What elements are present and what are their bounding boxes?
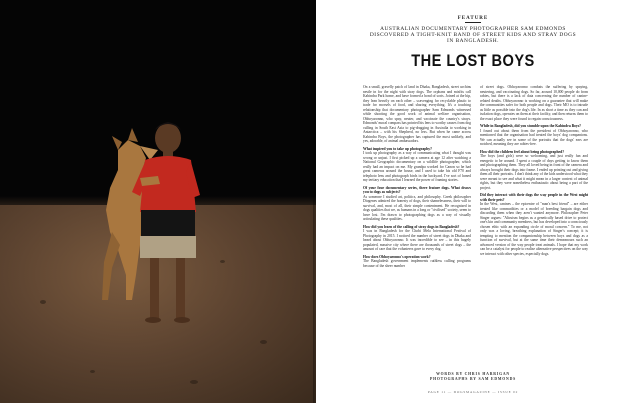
interview-question: Did they interact with their dogs the way people in the West might with their pets? bbox=[480, 193, 588, 202]
photos-credit: PHOTOGRAPHS BY SAM EDMONDS bbox=[429, 377, 517, 381]
article-body bbox=[363, 85, 588, 345]
interview-question: How did the children feel about being photographed? bbox=[480, 149, 565, 154]
article-paragraph: As someone I studied art, politics, and philosophy. Greek philosopher Diogenes admired the honesty of dogs, their shamelessness, their will to survival, and, most of all, their simple contentment. He recognised in dogs qualities that we, as humans in a long or "civilised" society, seem to have lost. I'm drawn to photographing dogs as a way of visually articulating these qualities. bbox=[363, 194, 471, 221]
words-credit: WORDS BY CHRIS HARRIGAN bbox=[436, 372, 510, 376]
article-page bbox=[316, 0, 630, 403]
article-paragraph: The boys (and girls) were so welcoming, and just really fun and energetic to be around. I spent a couple of days getting to know them and photographing them. They all loved being in front of the camera and always brought their dogs into frame. I ended up printing out and giving them all their portraits. I don't think any of the kids understood what they were meant to see and what it might mean in a larger context of animal rights, but they were nonetheless enthusiastic about being a part of the project. bbox=[480, 154, 588, 190]
interview-question: While in Bangladesh, did you stumble upon the Kabindra Boys? bbox=[480, 124, 582, 128]
article-paragraph: In the West, canines – the epicentre of "man's best friend" – are either treated like commodities or a model of breeding bargain dogs and discarding them when they aren't wanted anymore. Philosopher Peter Singer argues: "Altruism begins as a genetically based drive to protect one's kin and community members, but has developed into a consciously chosen ethic with an expanding circle of moral concern." To me, not only was a loving, breathing explanation of Singer's concept; it is tempting to mention the companionship between boys and dogs as a function of survival, but at the same time their demeanours such an advanced version of the way people treat animals. I hope that my work can be a catalyst for people to realise alternative perspectives on the way we interact with other species, especially dogs. bbox=[480, 202, 588, 256]
article-paragraph: The Bangladesh government implements ruthless culling programs because of the sheer number bbox=[363, 259, 471, 268]
interview-question: How does Obhoyaronno's operation work? bbox=[363, 254, 431, 259]
article-paragraph: On a small, gravelly patch of land in Dhaka, Bangladesh, street urchins nestle in for the night with stray dogs. The orphans and misfits call Kabindra Park home, and have formed a bond of sorts. Joined at the hip, they lean heavily on each other – scavenging for recyclable plastic to trade for morsels of food, and sharing everything. It's a touching relationship that documentary photographer Sam Edmonds witnessed while shooting the good work of animal welfare organisation, Obhoyaronno, who spay, neuter, and vaccinate the country's strays. Edmonds' moral compass has pointed his lens to worthy causes from dog culling in South East Asia to pig-dragging in Australia to working in Antarctica – with his Shepherd, no less. But when he came across Kabindra Boys, the photographer has captured the most unlikely, and yes, adorable, of animal ambassadors. bbox=[363, 85, 471, 143]
interview-question: Of your four documentary series, three feature dogs. What draws you to dogs as subjects? bbox=[363, 185, 471, 194]
interview-question: How did you learn of the calling of stray dogs in Bangladesh? bbox=[363, 224, 460, 229]
article-column-left bbox=[363, 85, 471, 345]
article-headline: THE LOST BOYS bbox=[411, 51, 535, 70]
article-paragraph: of street dogs. Obhoyaronno combats the suffering by spaying, neutering, and vaccinating dogs. So far, around 10,000 people do from rabies, but there is a lack of data concerning the number of canine-related deaths. Obhoyaronno is working on a guarantee that will make the communities safer for both people and dogs. Their MO is to intrude as little as possible into the dog's life. In as short a time as they can and isolation dogs, operates on them at their facility, and then returns them to the exact place they were found to regain consciousness. bbox=[480, 85, 588, 121]
page-footer: PAGE 11 — DOGSMAGAZINE — ISSUE 02 bbox=[427, 390, 519, 394]
article-paragraph: I was in Bangladesh for the Chobi Mela International Festival of Photography in 2015. I noticed the number of street dogs in Dhaka and heard about Obhoyaronno. It was incredible to see – in this hugely populated, massive city where there are thousands of street dogs – the amount of care that the volunteers gave to every dog. bbox=[363, 229, 471, 251]
article-paragraph: I found out about them from the president of Obhoyaronno, who mentioned that the organisation had treated the boys' dog companions. We can actually see in some of the portraits that the dogs' ears are notched, meaning they are rabies-free. bbox=[480, 128, 588, 146]
article-credits bbox=[316, 372, 630, 382]
section-label: FEATURE bbox=[316, 16, 630, 23]
article-paragraph: I took up photography as a way of communicating what I thought was wrong or unjust. I first picked up a camera at age 12 after watching a National Geographic documentary on a wildlife photographer, which really had an impact on me. My grandpa worked for Canon so he had great cameras around the house, and I used to take his old F70 and telephoto lens and photograph birds in the backyard. I've sort of honed my tertiary education that I learned the power of framing stories. bbox=[363, 151, 471, 182]
article-column-right bbox=[480, 85, 588, 345]
article-deck: AUSTRALIAN DOCUMENTARY PHOTOGRAPHER SAM EDMONDS DISCOVERED A TIGHT-KNIT BAND OF STREET KIDS AND STRAY DOGS IN BANGLADESH. bbox=[369, 26, 577, 45]
interview-question: What inspired you to take up photography? bbox=[363, 146, 432, 151]
